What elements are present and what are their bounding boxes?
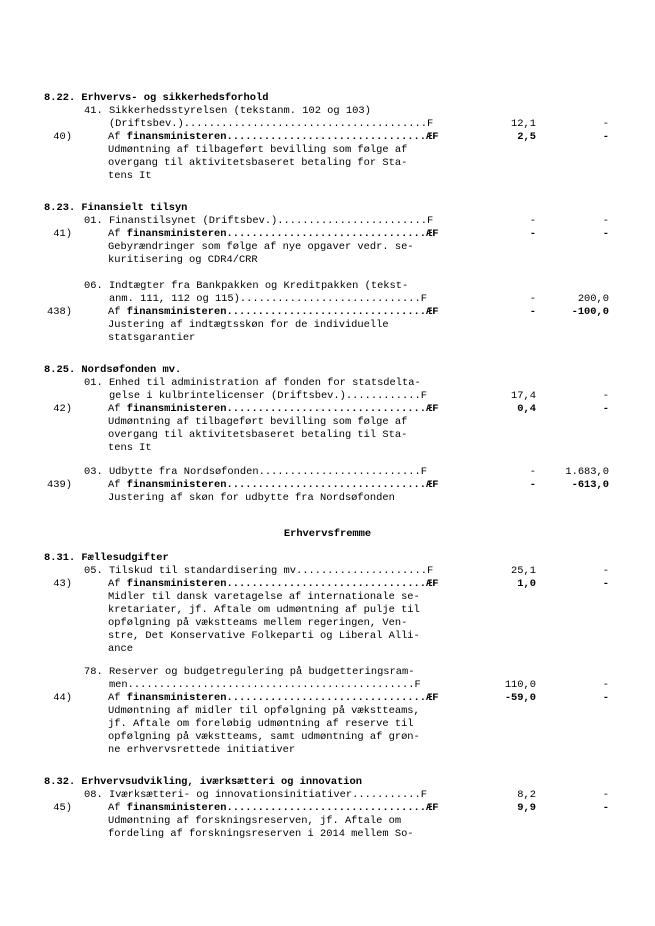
line-line: [0, 293, 655, 306]
account-text: 08. Iværksætteri- og innovationsinitiativer...........F: [84, 789, 427, 801]
value-col-1: 25,1: [511, 565, 536, 577]
value-col-1: 8,2: [517, 789, 536, 801]
note-text: kuritisering og CDR4/CRR: [108, 254, 258, 266]
line-line: [0, 565, 655, 578]
note-text: Midler til dansk varetagelse af internationale se-: [108, 591, 420, 603]
line-note: [0, 718, 655, 731]
line-note: [0, 442, 655, 455]
reference-number: 438): [47, 306, 72, 318]
account-text: 03. Udbytte fra Nordsøfonden..........................F: [84, 466, 427, 478]
af-line: [108, 403, 439, 416]
note-text: opfølgning på vækstteams, samt udmøntning af grøn-: [108, 731, 420, 743]
note-text: Udmøntning af forskningsreserven, jf. Aftale om: [108, 815, 402, 827]
af-leader: ................................ÆF: [226, 131, 439, 143]
account-text: 78. Reserver og budgetregulering på budgetteringsram-: [84, 666, 415, 678]
line-line: [0, 390, 655, 403]
value-col-1: 9,9: [517, 802, 536, 814]
line-line: [0, 215, 655, 228]
line-note: [0, 241, 655, 254]
reference-number: 41): [53, 228, 72, 240]
note-text: fordeling af forskningsreserven i 2014 mellem So-: [108, 828, 414, 840]
note-text: Udmøntning af tilbageført bevilling som følge af: [108, 416, 408, 428]
line-note: [0, 254, 655, 267]
value-col-2: -: [602, 679, 609, 691]
value-col-1: -: [529, 479, 536, 491]
af-leader: ................................ÆF: [226, 479, 439, 491]
line-note: [0, 604, 655, 617]
af-line: [108, 306, 439, 319]
line-note: [0, 828, 655, 841]
line-line: [0, 105, 655, 118]
note-text: jf. Aftale om foreløbig udmøntning af reserve til: [108, 718, 414, 730]
account-text: (Driftsbev.).......................................F: [84, 118, 434, 130]
af-minister: finansministeren: [126, 403, 227, 415]
af-label: Af: [108, 479, 127, 491]
value-col-2: -: [602, 403, 609, 415]
af-line: [108, 692, 439, 705]
reference-number: 43): [53, 578, 72, 590]
heading: 8.25. Nordsøfonden mv.: [44, 364, 182, 376]
value-col-2: -: [602, 131, 609, 143]
line-note: [0, 332, 655, 345]
value-col-1: -: [529, 228, 536, 240]
line-line: [0, 666, 655, 679]
af-label: Af: [108, 692, 127, 704]
af-minister: finansministeren: [126, 692, 227, 704]
af-line: [108, 802, 439, 815]
line-af: [0, 228, 655, 241]
af-minister: finansministeren: [126, 306, 227, 318]
value-col-1: -: [529, 215, 536, 227]
line-note: [0, 731, 655, 744]
heading: 8.23. Finansielt tilsyn: [44, 202, 188, 214]
af-leader: ................................ÆF: [226, 228, 439, 240]
reference-number: 45): [53, 802, 72, 814]
af-line: [108, 228, 439, 241]
af-line: [108, 578, 439, 591]
note-text: overgang til aktivitetsbaseret betaling til Sta-: [108, 429, 408, 441]
af-label: Af: [108, 403, 127, 415]
line-note: [0, 144, 655, 157]
line-af: [0, 403, 655, 416]
value-col-1: 0,4: [517, 403, 536, 415]
line-heading: [0, 202, 655, 215]
note-text: tens It: [108, 442, 152, 454]
heading: 8.32. Erhvervsudvikling, iværksætteri og innovation: [44, 776, 363, 788]
value-col-2: -: [602, 578, 609, 590]
note-text: tens It: [108, 170, 152, 182]
line-note: [0, 492, 655, 505]
value-col-1: -: [529, 306, 536, 318]
value-col-1: -59,0: [504, 692, 536, 704]
account-text: 01. Enhed til administration af fonden for statsdelta-: [84, 377, 421, 389]
account-text: gelse i kulbrintelicenser (Driftsbev.)............F: [84, 390, 427, 402]
note-text: Justering af skøn for udbytte fra Nordsøfonden: [108, 492, 395, 504]
af-leader: ................................ÆF: [226, 692, 439, 704]
line-note: [0, 591, 655, 604]
value-col-1: 17,4: [511, 390, 536, 402]
note-text: Justering af indtægtsskøn for de individuelle: [108, 319, 389, 331]
af-leader: ................................ÆF: [226, 578, 439, 590]
value-col-2: -: [602, 118, 609, 130]
section-title: Erhvervsfremme: [283, 528, 372, 540]
af-label: Af: [108, 802, 127, 814]
line-note: [0, 157, 655, 170]
note-text: Udmøntning af midler til opfølgning på vækstteams,: [108, 705, 420, 717]
account-text: 06. Indtægter fra Bankpakken og Kreditpakken (tekst-: [84, 280, 409, 292]
value-col-2: -100,0: [571, 306, 609, 318]
af-line: [108, 131, 439, 144]
reference-number: 439): [47, 479, 72, 491]
line-line: [0, 377, 655, 390]
af-label: Af: [108, 306, 127, 318]
value-col-2: -: [602, 802, 609, 814]
value-col-1: -: [529, 293, 536, 305]
line-line: [0, 466, 655, 479]
line-heading: [0, 552, 655, 565]
account-text: 41. Sikkerhedsstyrelsen (tekstanm. 102 og 103): [84, 105, 371, 117]
reference-number: 40): [53, 131, 72, 143]
af-minister: finansministeren: [126, 228, 227, 240]
value-col-1: 12,1: [511, 118, 536, 130]
value-col-2: -: [602, 228, 609, 240]
value-col-2: -613,0: [571, 479, 609, 491]
line-note: [0, 630, 655, 643]
account-text: men..............................................F: [84, 679, 421, 691]
line-af: [0, 692, 655, 705]
af-label: Af: [108, 578, 127, 590]
note-text: ance: [108, 643, 133, 655]
value-col-1: 110,0: [504, 679, 536, 691]
af-minister: finansministeren: [126, 131, 227, 143]
account-text: anm. 111, 112 og 115).............................F: [84, 293, 427, 305]
note-text: ne erhvervsrettede initiativer: [108, 744, 296, 756]
value-col-2: -: [602, 789, 609, 801]
value-col-2: -: [602, 692, 609, 704]
note-text: stre, Det Konservative Folkeparti og Liberal Alli-: [108, 630, 420, 642]
af-label: Af: [108, 131, 127, 143]
note-text: opfølgning på vækstteams mellem regeringen, Ven-: [108, 617, 408, 629]
value-col-2: -: [602, 390, 609, 402]
line-note: [0, 744, 655, 757]
line-note: [0, 617, 655, 630]
af-minister: finansministeren: [126, 578, 227, 590]
af-leader: ................................ÆF: [226, 403, 439, 415]
line-heading: [0, 92, 655, 105]
heading: 8.22. Erhvervs- og sikkerhedsforhold: [44, 92, 269, 104]
value-col-2: 200,0: [577, 293, 609, 305]
note-text: Gebyrændringer som følge af nye opgaver vedr. se-: [108, 241, 414, 253]
line-heading: [0, 364, 655, 377]
line-note: [0, 319, 655, 332]
line-note: [0, 815, 655, 828]
af-label: Af: [108, 228, 127, 240]
line-note: [0, 170, 655, 183]
af-minister: finansministeren: [126, 479, 227, 491]
note-text: statsgarantier: [108, 332, 196, 344]
line-note: [0, 643, 655, 656]
af-line: [108, 479, 439, 492]
note-text: overgang til aktivitetsbaseret betaling for Sta-: [108, 157, 408, 169]
af-leader: ................................ÆF: [226, 802, 439, 814]
reference-number: 42): [53, 403, 72, 415]
value-col-2: 1.683,0: [565, 466, 609, 478]
heading: 8.31. Fællesudgifter: [44, 552, 169, 564]
line-af: [0, 306, 655, 319]
value-col-1: -: [529, 466, 536, 478]
line-note: [0, 429, 655, 442]
note-text: Udmøntning af tilbageført bevilling som følge af: [108, 144, 408, 156]
note-text: kretariater, jf. Aftale om udmøntning af pulje til: [108, 604, 420, 616]
line-af: [0, 479, 655, 492]
value-col-1: 2,5: [517, 131, 536, 143]
af-leader: ................................ÆF: [226, 306, 439, 318]
line-line: [0, 789, 655, 802]
account-text: 01. Finanstilsynet (Driftsbev.)........................F: [84, 215, 434, 227]
reference-number: 44): [53, 692, 72, 704]
line-af: [0, 131, 655, 144]
line-note: [0, 705, 655, 718]
line-af: [0, 802, 655, 815]
af-minister: finansministeren: [126, 802, 227, 814]
account-text: 05. Tilskud til standardisering mv.....................F: [84, 565, 434, 577]
value-col-2: -: [602, 565, 609, 577]
line-af: [0, 578, 655, 591]
line-note: [0, 416, 655, 429]
line-line: [0, 679, 655, 692]
value-col-1: 1,0: [517, 578, 536, 590]
value-col-2: -: [602, 215, 609, 227]
line-heading: [0, 776, 655, 789]
line-line: [0, 118, 655, 131]
line-line: [0, 280, 655, 293]
